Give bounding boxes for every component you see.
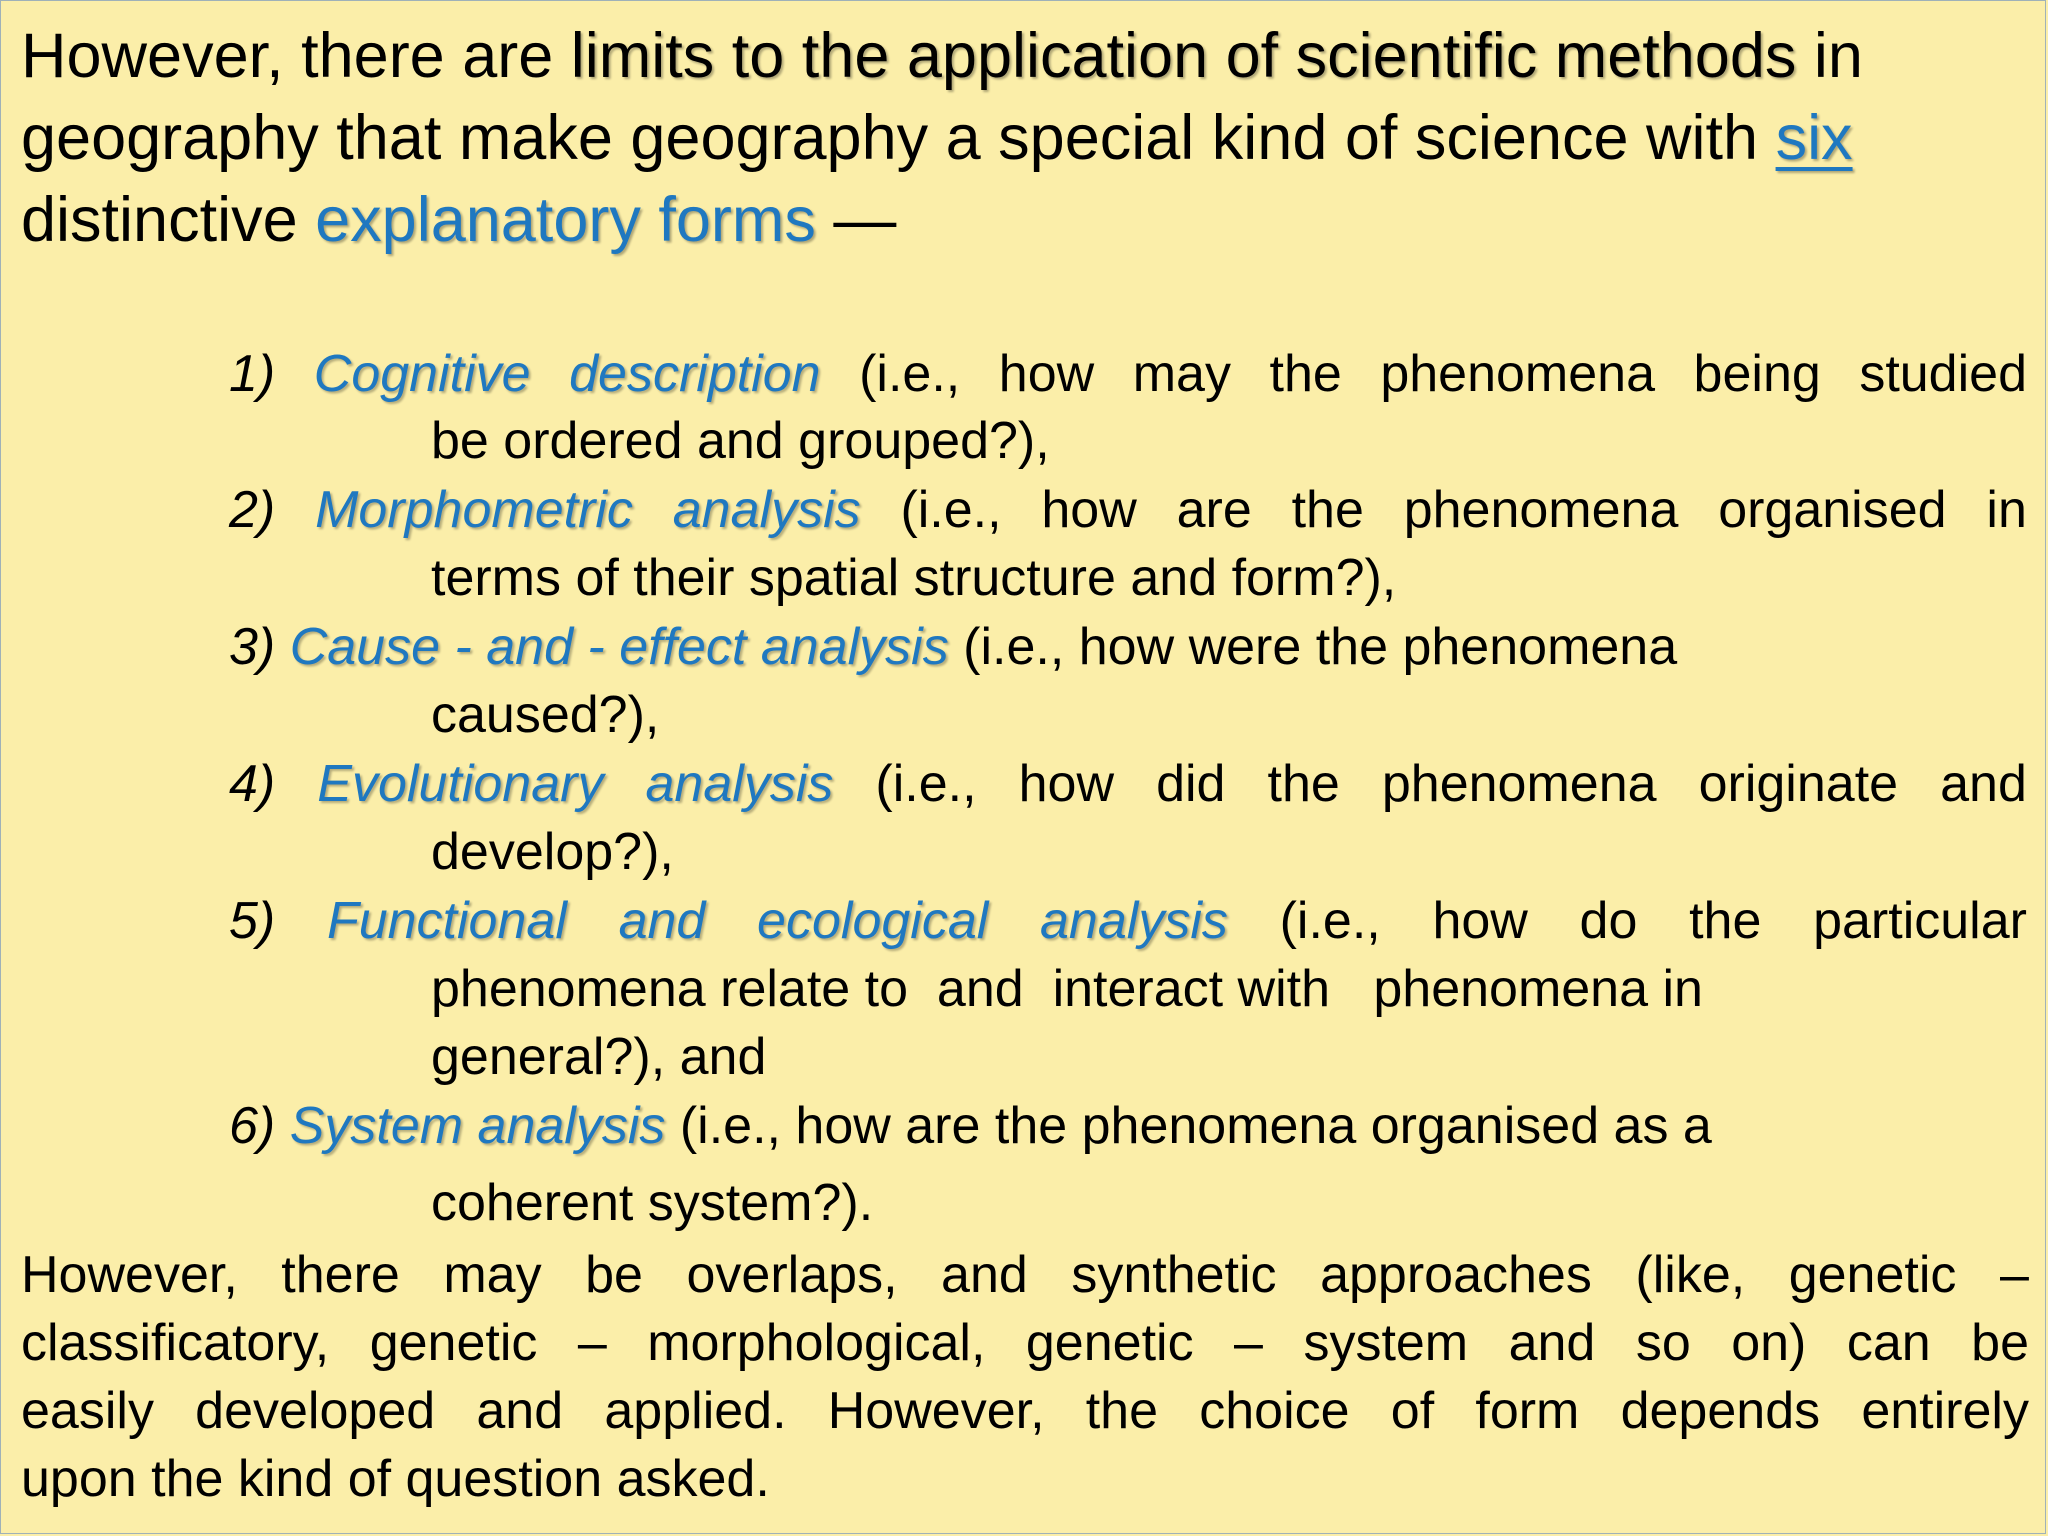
word: entirely [1861, 1382, 2029, 1440]
item-continuation: terms of their spatial structure and form?), [431, 549, 1397, 607]
word: in [1986, 481, 2027, 539]
item-continuation: be ordered and grouped?), [431, 412, 1050, 470]
word: Cognitive [313, 345, 531, 403]
item-text: (i.e., how are the phenomena organised as a [679, 1097, 1712, 1155]
word: so [1635, 1314, 1691, 1372]
conclusion-line-2 [21, 1309, 2029, 1377]
word: the [1291, 481, 1364, 539]
word: and [1508, 1314, 1596, 1372]
word: analysis [1040, 892, 1228, 950]
intro-line-1-plain-2: in [1796, 21, 1863, 91]
word: be [1971, 1314, 2029, 1372]
intro-line-3 [21, 179, 2031, 261]
word: the [1689, 892, 1762, 950]
word: and [1940, 755, 2027, 813]
word: of [1390, 1382, 1435, 1440]
word: (like, [1635, 1246, 1746, 1304]
word: on) [1731, 1314, 1807, 1372]
conclusion-line-4: upon the kind of question asked. [21, 1450, 770, 1508]
conclusion-line-1 [21, 1241, 2029, 1309]
intro-highlight-explanatory-forms: explanatory forms [315, 185, 816, 255]
word: analysis [672, 481, 861, 539]
item-continuation: coherent system?). [431, 1174, 874, 1232]
word: can [1846, 1314, 1931, 1372]
intro-line-3-plain-2: — [815, 185, 897, 255]
list-item-5 [229, 889, 2027, 953]
word: and [476, 1382, 564, 1440]
list-item-4 [229, 752, 2027, 816]
word: may [443, 1246, 542, 1304]
item-continuation: develop?), [431, 823, 674, 881]
word: form [1475, 1382, 1580, 1440]
word: (i.e., [859, 345, 961, 403]
item-number: 4) [229, 755, 276, 813]
item-number: 1) [229, 345, 276, 403]
word: genetic [1788, 1246, 1957, 1304]
word: (i.e., [1279, 892, 1381, 950]
list-item-1 [229, 342, 2027, 406]
intro-line-1 [21, 15, 2031, 97]
word: overlaps, [686, 1246, 898, 1304]
intro-paragraph [21, 15, 2031, 261]
intro-line-3-plain-1: distinctive [21, 185, 316, 255]
word: the [1269, 345, 1342, 403]
word: how [1432, 892, 1528, 950]
item-number: 5) [229, 892, 276, 950]
item-term: Cause - and - effect analysis [289, 618, 949, 676]
word: (i.e., [900, 481, 1002, 539]
word: the [1267, 755, 1340, 813]
conclusion-paragraph [21, 1241, 2029, 1513]
item-continuation: general?), and [431, 1028, 767, 1086]
conclusion-line-3 [21, 1377, 2029, 1445]
item-continuation: caused?), [431, 686, 660, 744]
word: there [281, 1246, 400, 1304]
item-text: (i.e., how were the phenomena [963, 618, 1678, 676]
word: system [1303, 1314, 1469, 1372]
word: do [1579, 892, 1638, 950]
word: organised [1718, 481, 1947, 539]
word: how [998, 345, 1095, 403]
word: genetic [1025, 1314, 1194, 1372]
word: classificatory, [21, 1314, 330, 1372]
item-continuation: phenomena relate to and interact with phenomena in [431, 960, 1703, 1018]
word: being [1693, 345, 1821, 403]
word: originate [1698, 755, 1899, 813]
word: ecological [757, 892, 989, 950]
word: are [1176, 481, 1252, 539]
word: approaches [1320, 1246, 1592, 1304]
word: did [1156, 755, 1226, 813]
word: the [1085, 1382, 1159, 1440]
word: and [618, 892, 706, 950]
word: depends [1620, 1382, 1821, 1440]
word: morphological, [647, 1314, 986, 1372]
word: studied [1859, 345, 2027, 403]
word: – [577, 1314, 607, 1372]
word: analysis [645, 755, 834, 813]
intro-line-1-plain-1: However, there are [21, 21, 571, 91]
word: synthetic [1071, 1246, 1277, 1304]
item-number: 2) [229, 481, 276, 539]
word: – [1234, 1314, 1263, 1372]
word: description [569, 345, 821, 403]
word: Morphometric [315, 481, 633, 539]
word: particular [1813, 892, 2027, 950]
six-link[interactable]: six [1775, 103, 1853, 173]
word: be [585, 1246, 643, 1304]
intro-line-2-plain: geography that make geography a special kind of science with [21, 103, 1776, 173]
list-item-3 [229, 615, 2027, 679]
word: Functional [326, 892, 567, 950]
word: easily [21, 1382, 154, 1440]
word: developed [195, 1382, 436, 1440]
item-number: 3) [229, 618, 276, 676]
list-item-2 [229, 478, 2027, 542]
list-item-6 [229, 1094, 2027, 1158]
word: phenomena [1381, 755, 1657, 813]
word: phenomena [1380, 345, 1656, 403]
word: applied. [604, 1382, 787, 1440]
word: phenomena [1403, 481, 1679, 539]
word: – [1999, 1246, 2029, 1304]
word: how [1018, 755, 1115, 813]
item-number: 6) [229, 1097, 276, 1155]
word: However, [21, 1246, 238, 1304]
word: (i.e., [875, 755, 977, 813]
intro-highlight-limits: limits to the application of scientific methods [570, 21, 1797, 91]
intro-line-2 [21, 97, 2031, 179]
word: choice [1199, 1382, 1350, 1440]
word: and [941, 1246, 1028, 1304]
word: Evolutionary [317, 755, 604, 813]
word: However, [827, 1382, 1045, 1440]
word: may [1132, 345, 1231, 403]
item-term: System analysis [289, 1097, 666, 1155]
word: how [1041, 481, 1137, 539]
word: genetic [369, 1314, 538, 1372]
